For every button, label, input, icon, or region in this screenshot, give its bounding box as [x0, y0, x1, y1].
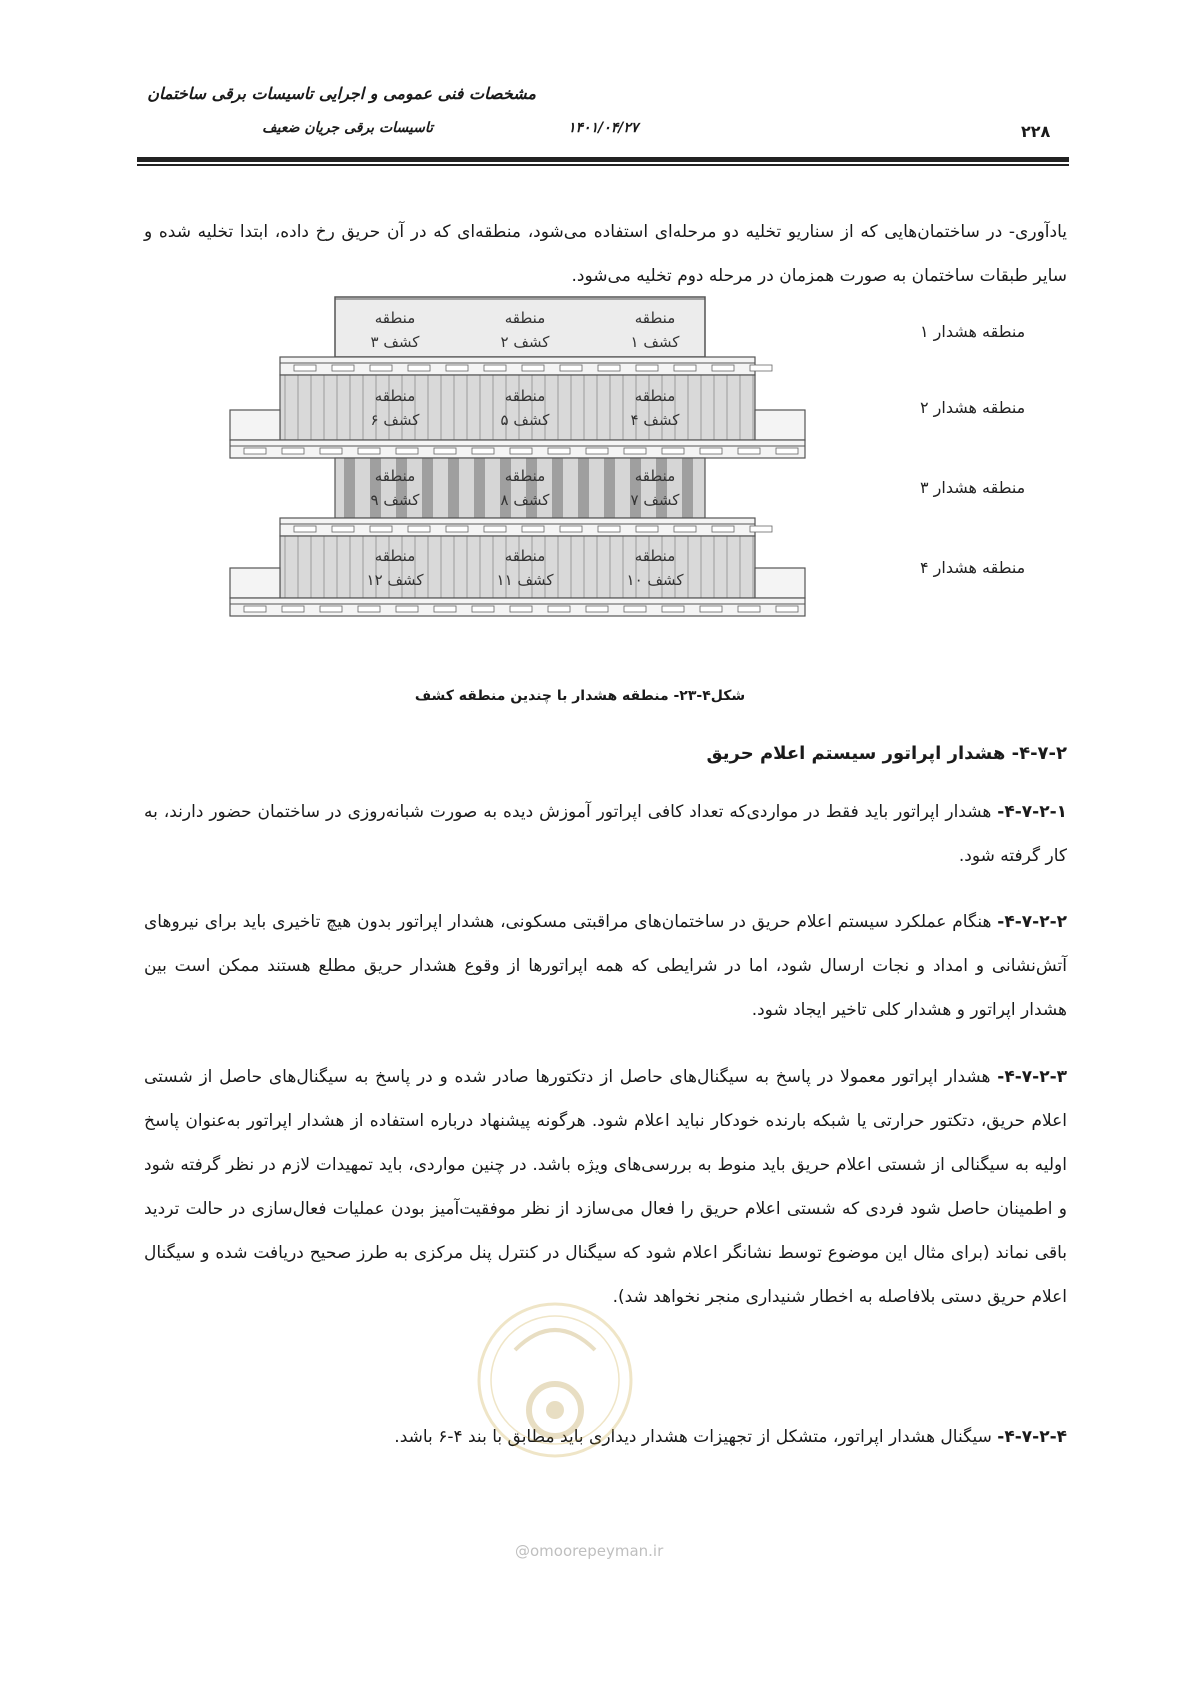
slab-joist	[484, 365, 506, 371]
slab-joist	[396, 448, 418, 454]
slab-joist	[738, 606, 760, 612]
alarm-zone-2-floor	[280, 375, 755, 440]
detection-zone-label: کشف ۵	[500, 411, 550, 429]
slab-joist	[510, 448, 532, 454]
paragraph-4-7-2-3	[144, 1055, 1067, 1319]
slab-joist	[484, 526, 506, 532]
slab-joist	[560, 365, 582, 371]
detection-zone-word: منطقه	[374, 467, 416, 485]
paragraph-text: هشدار اپراتور معمولا در پاسخ به سیگنال‌های حاصل از دتکتورها صادر شده و در پاسخ به سیگنال‌های حاصل از شستی اعلام حریق، دتکتور حرارتی یا شبکه بارنده خودکار نباید اعلام شود. هرگونه پیشنهاد درباره استفاده از هشدار اپراتور به‌عنوان پاسخ اولیه به سیگنالی از شستی اعلام حریق باید منوط به بررسی‌های ویژه باشد. در چنین مواردی، باید تمهیدات لازم در نظر گرفته شود و اطمینان حاصل شود فردی که شستی اعلام حریق را فعال می‌سازد از نظر موفقیت‌آمیز بودن عملیات فعال‌سازی در حالت تردید باقی نماند (برای مثال این موضوع توسط نشانگر اعلام شود که سیگنال در کنترل پنل مرکزی به طرز صحیح دریافت شده و سیگنال اعلام حریق دستی بلافاصله به اخطار شنیداری منجر نخواهد شد).	[144, 1067, 1067, 1307]
slab-joist	[282, 448, 304, 454]
page-number: ۲۲۸	[1021, 122, 1051, 141]
detection-zone-word: منطقه	[634, 387, 676, 405]
slab-joist	[712, 526, 734, 532]
detection-zone-label: کشف ۴	[630, 411, 680, 429]
alarm-zone-label-1: منطقه هشدار ۱	[920, 322, 1026, 341]
slab-joist	[662, 448, 684, 454]
slab-joist	[750, 365, 772, 371]
paragraph-4-7-2-1	[144, 790, 1067, 878]
detection-zone-label: کشف ۶	[370, 411, 420, 429]
slab-joist	[320, 606, 342, 612]
alarm-zone-diagram	[240, 309, 1026, 625]
slab-joist	[548, 448, 570, 454]
slab-joist	[510, 606, 532, 612]
slab-joist	[586, 606, 608, 612]
detection-zone-word: منطقه	[374, 547, 416, 565]
slab-joist	[294, 365, 316, 371]
detection-zone-label: کشف ۹	[370, 491, 420, 509]
watermark-url: @omoorepeyman.ir	[515, 1542, 664, 1560]
watermark-logo	[470, 1290, 640, 1490]
slab-joist	[396, 606, 418, 612]
slab-joist	[408, 365, 430, 371]
slab-joist	[598, 526, 620, 532]
paragraph-text: هشدار اپراتور باید فقط در مواردی‌که تعداد کافی اپراتور آموزش دیده به صورت شبانه‌روزی در ساختمان حضور دارند، به کار گرفته شود.	[144, 802, 1067, 866]
detection-zone-label: کشف ۱	[630, 333, 680, 351]
slab-joist	[712, 365, 734, 371]
slab-joist	[560, 526, 582, 532]
detection-zone-label: کشف ۳	[370, 333, 420, 351]
slab-joist	[358, 448, 380, 454]
slab-joist	[776, 448, 798, 454]
slab-joist	[738, 448, 760, 454]
paragraph-text: هنگام عملکرد سیستم اعلام حریق در ساختمان‌های مراقبتی مسکونی، هشدار اپراتور بدون هیچ تاخیری باید برای نیروهای آتش‌نشانی و امداد و نجات ارسال شود، اما در شرایطی که همه اپراتورها از وقوع هشدار حریق مطلع هستند ممکن است بین هشدار اپراتور و هشدار کلی تاخیر ایجاد شود.	[144, 912, 1067, 1020]
slab-joist	[586, 448, 608, 454]
slab-joist	[244, 606, 266, 612]
paragraph-number: ۴-۷-۲-۴-	[997, 1427, 1067, 1447]
slab-joist	[332, 365, 354, 371]
alarm-zone-label-4: منطقه هشدار ۴	[920, 558, 1026, 577]
detection-zone-label: کشف ۸	[500, 491, 550, 509]
detection-zone-word: منطقه	[504, 467, 546, 485]
slab-joist	[320, 448, 342, 454]
detection-zone-label: کشف ۱۲	[366, 571, 424, 589]
detection-zone-label: کشف ۱۱	[496, 571, 554, 589]
slab-joist	[244, 448, 266, 454]
slab-joist	[674, 526, 696, 532]
detection-zone-word: منطقه	[504, 309, 546, 327]
detection-zone-label: کشف ۷	[630, 491, 680, 509]
paragraph-number: ۴-۷-۲-۱-	[997, 802, 1067, 822]
slab-joist	[662, 606, 684, 612]
slab-joist	[472, 448, 494, 454]
slab-joist	[446, 526, 468, 532]
slab-joist	[408, 526, 430, 532]
slab-joist	[624, 448, 646, 454]
paragraph-number: ۴-۷-۲-۲-	[997, 912, 1067, 932]
reminder-paragraph: یادآوری- در ساختمان‌هایی که از سناریو تخلیه دو مرحله‌ای استفاده می‌شود، منطقه‌ای که در آن حریق رخ داده، ابتدا تخلیه شده و سایر طبقات ساختمان به صورت همزمان در مرحله دوم تخلیه می‌شود.	[144, 222, 1067, 286]
slab-joist	[598, 365, 620, 371]
detection-zone-word: منطقه	[504, 547, 546, 565]
slab-joist	[548, 606, 570, 612]
detection-zone-label: کشف ۱۰	[626, 571, 684, 589]
slab-joist	[282, 606, 304, 612]
slab-joist	[472, 606, 494, 612]
detection-zone-word: منطقه	[374, 309, 416, 327]
section-title: تاسیسات برقی جریان ضعیف	[262, 120, 433, 136]
detection-zone-word: منطقه	[504, 387, 546, 405]
paragraph-number: ۴-۷-۲-۳-	[997, 1067, 1067, 1087]
slab-joist	[522, 365, 544, 371]
slab-joist	[522, 526, 544, 532]
paragraph-4-7-2-2	[144, 900, 1067, 1032]
figure-caption: شکل۴-۲۳- منطقه هشدار با چندین منطقه کشف	[414, 688, 746, 704]
detection-zone-word: منطقه	[374, 387, 416, 405]
slab-joist	[700, 606, 722, 612]
header-rule-thick	[137, 157, 1069, 162]
slab-joist	[624, 606, 646, 612]
document-title: مشخصات فنی عمومی و اجرایی تاسیسات برقی ساختمان	[147, 84, 536, 103]
detection-zone-word: منطقه	[634, 547, 676, 565]
detection-zone-label: کشف ۲	[500, 333, 550, 351]
slab-joist	[674, 365, 696, 371]
header-rule-thin	[137, 164, 1069, 166]
detection-zone-word: منطقه	[634, 467, 676, 485]
slab-joist	[370, 365, 392, 371]
slab-joist	[332, 526, 354, 532]
slab-joist	[434, 606, 456, 612]
paragraph-text: سیگنال هشدار اپراتور، متشکل از تجهیزات هشدار دیداری باید مطابق با بند ۴-۶ باشد.	[394, 1427, 998, 1447]
alarm-zone-label-3: منطقه هشدار ۳	[920, 478, 1026, 497]
slab-joist	[446, 365, 468, 371]
alarm-zone-label-2: منطقه هشدار ۲	[920, 398, 1026, 417]
detection-zone-word: منطقه	[634, 309, 676, 327]
slab-joist	[776, 606, 798, 612]
slab-joist	[636, 365, 658, 371]
slab-joist	[294, 526, 316, 532]
slab-joist	[636, 526, 658, 532]
slab-joist	[370, 526, 392, 532]
document-date: ۱۴۰۱/۰۴/۲۷	[568, 120, 639, 136]
slab-joist	[700, 448, 722, 454]
slab-joist	[358, 606, 380, 612]
section-heading: ۴-۷-۲- هشدار اپراتور سیستم اعلام حریق	[706, 743, 1067, 764]
slab-joist	[750, 526, 772, 532]
slab-joist	[434, 448, 456, 454]
